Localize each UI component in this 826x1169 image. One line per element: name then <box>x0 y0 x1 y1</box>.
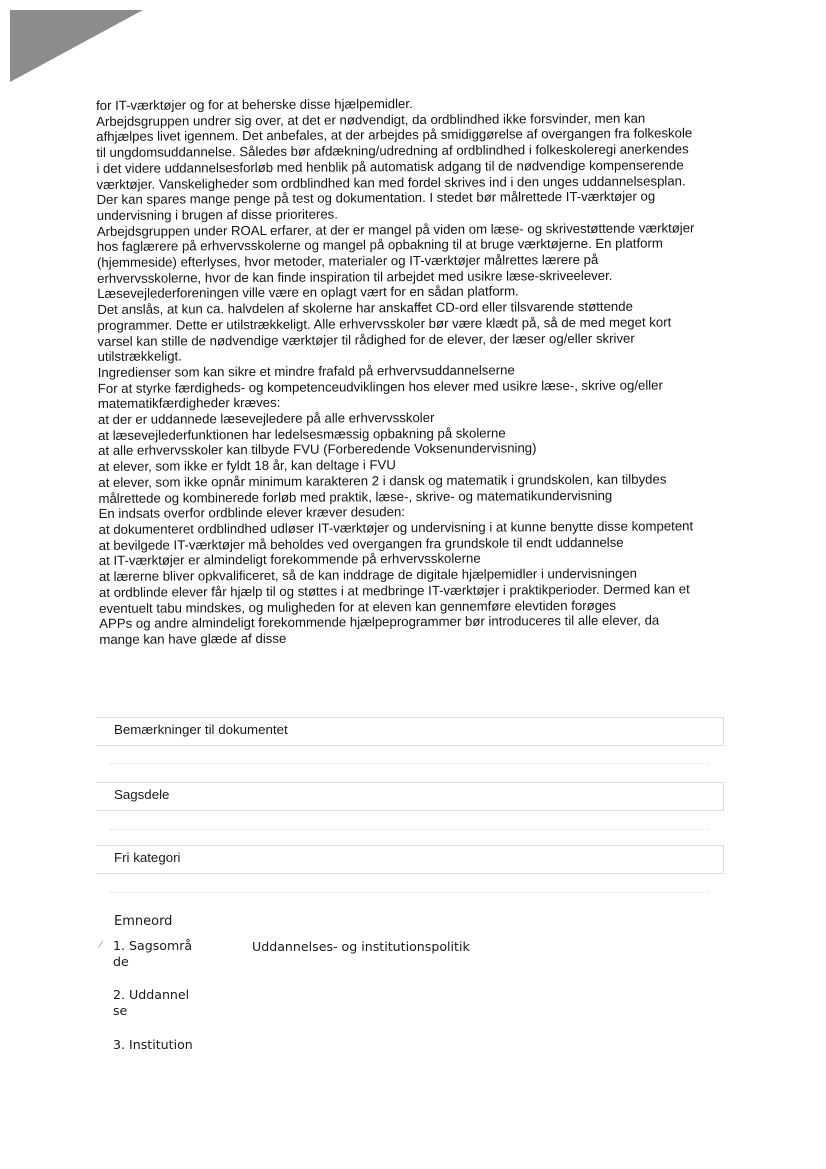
body-line: at IT-værktøjer er almindeligt forekommende på erhvervsskolerne <box>98 551 481 569</box>
body-line: at læsevejlederfunktionen har ledelsesmæssig opbakning på skolerne <box>98 425 506 443</box>
body-line: utilstrækkeligt. <box>97 348 182 365</box>
body-line: værktøjer. Vanskeligheder som ordblindhed kan med fordel skrives ind i den unges uddannelsesplan. <box>96 172 686 192</box>
remarks-label: Bemærkninger til dokumentet <box>114 722 288 737</box>
body-line: målrettede og kombinerede forløb med praktik, læse-, skrive- og matematikundervisning <box>98 487 613 506</box>
body-line: i det videre uddannelsesforløb med henblik på automatisk adgang til de nødvendige kompenserende <box>96 157 684 176</box>
body-line: matematikfærdigheder kræves: <box>97 395 281 412</box>
body-line: eventuelt tabu mindskes, og muligheden for at eleven kan gennemføre elevtiden forøges <box>99 597 616 616</box>
body-line: Arbejdsgruppen under ROAL erfarer, at der er mangel på viden om læse- og skrivestøttende værktøjer <box>96 219 695 239</box>
scan-corner-mark <box>10 10 143 82</box>
body-line: at alle erhvervsskoler kan tilbyde FVU (Forberedende Voksenundervisning) <box>98 440 537 459</box>
body-line: For at styrke færdigheds- og kompetenceudviklingen hos elever med usikre læse-, skrive og/eller <box>97 377 663 396</box>
body-line: Arbejdsgruppen undrer sig over, at det er nødvendigt, da ordblindhed ikke forsvinder, men kan <box>96 110 646 129</box>
body-line: for IT-værktøjer og for at beherske disse hjælpemidler. <box>96 96 413 113</box>
keyword-label-1: 1. Sagsområde <box>113 938 193 969</box>
body-line: mange kan have glæde af disse <box>99 630 287 647</box>
scan-noise-line <box>110 763 710 765</box>
body-line: at elever, som ikke opnår minimum karakteren 2 i dansk og matematik i grundskolen, kan tilbydes <box>98 471 667 490</box>
body-line: erhvervsskolerne, hvor de kan finde inspiration til arbejdet med usikre læse-skriveelever. <box>97 267 613 286</box>
body-line: varsel kan stille de nødvendige værktøjer til rådighed for de elever, der læser og/eller skriver <box>97 330 635 349</box>
keyword-label-2: 2. Uddannelse <box>113 987 190 1018</box>
body-line: at der er uddannede læsevejledere på alle erhvervsskoler <box>97 410 435 428</box>
case-parts-label: Sagsdele <box>114 787 170 802</box>
body-line: at lærerne bliver opkvalificeret, så de kan inddrage de digitale hjælpemidler i undervisningen <box>98 565 638 585</box>
free-category-label: Fri kategori <box>114 850 181 865</box>
scan-tick-mark: ∕ <box>100 940 102 951</box>
body-line: at ordblinde elever får hjælp til og støttes i at medbringe IT-værktøjer i praktikperioder. Dermed kan et <box>98 581 690 600</box>
body-line: Læsevejlederforeningen ville være en oplagt vært for en sådan platform. <box>97 283 519 302</box>
body-line: En indsats overfor ordblinde elever kræver desuden: <box>98 504 406 522</box>
case-parts-field <box>97 782 724 811</box>
keyword-value-1: Uddannelses- og institutionspolitik <box>252 939 470 954</box>
body-line: hos faglærere på erhvervsskolerne og mangel på opbakning til at bruge værktøjerne. En platform <box>96 235 663 255</box>
free-category-field <box>97 845 724 874</box>
body-line: Det anslås, at kun ca. halvdelen af skolerne har anskaffet CD-ord eller tilsvarende støttende <box>97 298 633 318</box>
body-line: at elever, som ikke er fyldt 18 år, kan deltage i FVU <box>98 457 396 475</box>
body-line: afhjælpes livet igennem. Det anbefales, at der arbejdes på smidiggørelse af overgangen fra folkeskole <box>96 125 693 145</box>
scan-noise-line <box>110 829 710 831</box>
body-line: Der kan spares mange penge på test og dokumentation. I stedet bør målrettede IT-værktøjer og <box>96 188 656 208</box>
body-line: (hjemmeside) efterlyses, hvor metoder, materialer og IT-værktøjer målrettes lærere på <box>96 251 599 271</box>
keyword-label-3: 3. Institution <box>113 1037 193 1052</box>
remarks-field <box>97 717 724 746</box>
body-line: programmer. Dette er utilstrækkeligt. Alle erhvervsskoler bør være klædt på, så de med meget kort <box>97 314 672 333</box>
body-line: at dokumenteret ordblindhed udløser IT-værktøjer og undervisning i at kunne benytte disse kompetent <box>98 518 694 537</box>
keywords-heading: Emneord <box>114 914 173 929</box>
body-line: APPs og andre almindeligt forekommende hjælpeprogrammer bør introduceres til alle elever, da <box>99 612 660 632</box>
document-body <box>96 94 739 648</box>
body-line: at bevilgede IT-værktøjer må beholdes ved overgangen fra grundskole til endt uddannelse <box>98 534 624 553</box>
body-line: Ingredienser som kan sikre et mindre frafald på erhvervsuddannelserne <box>97 362 515 380</box>
body-line: undervisning i brugen af disse prioriteres. <box>96 206 338 223</box>
body-line: til ungdomsuddannelse. Således bør afdækning/udredning af ordblindhed i folkeskoleregi anerkendes <box>96 141 689 161</box>
scan-noise-line <box>110 892 710 894</box>
